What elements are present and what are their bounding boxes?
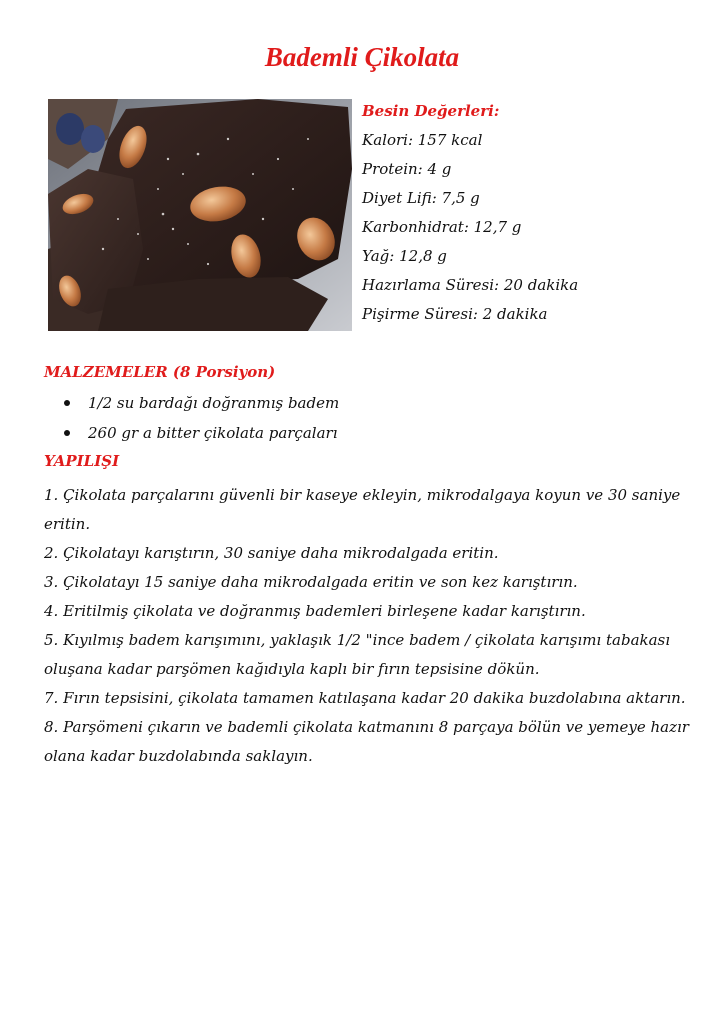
- instruction-step: 7. Fırın tepsisini, çikolata tamamen katılaşana kadar 20 dakika buzdolabına aktarın.: [44, 689, 686, 707]
- ingredient-item: [44, 392, 684, 422]
- ingredient-text: 1/2 su bardağı doğranmış badem: [88, 394, 340, 412]
- nutrition-protein: Protein: 4 g: [362, 160, 452, 178]
- nutrition-fiber: Diyet Lifi: 7,5 g: [362, 189, 480, 207]
- bullet-icon: [64, 400, 70, 406]
- instruction-step: 1. Çikolata parçalarını güvenli bir kaseye ekleyin, mikrodalgaya koyun ve 30 saniye eritin.: [44, 486, 681, 533]
- nutrition-heading: Besin Değerleri:: [362, 102, 500, 120]
- chocolate-almond-bark-photo: [48, 99, 352, 331]
- instructions-heading: YAPILIŞI: [44, 452, 120, 470]
- instruction-step: 5. Kıyılmış badem karışımını, yaklaşık 1/2 "ince badem / çikolata karışımı tabakası oluşana kadar parşömen kağıdıyla kaplı bir fırın tepsisine dökün.: [44, 631, 671, 678]
- recipe-title: Bademli Çikolata: [264, 42, 460, 72]
- nutrition-facts: [362, 100, 702, 332]
- instruction-step: 4. Eritilmiş çikolata ve doğranmış bademleri birleşene kadar karıştırın.: [44, 602, 586, 620]
- bullet-icon: [64, 430, 70, 436]
- instruction-step: 2. Çikolatayı karıştırın, 30 saniye daha mikrodalgada eritin.: [44, 544, 499, 562]
- ingredient-text: 260 gr a bitter çikolata parçaları: [88, 424, 338, 442]
- ingredients-heading: MALZEMELER (8 Porsiyon): [44, 363, 276, 381]
- prep-time: Hazırlama Süresi: 20 dakika: [362, 276, 579, 294]
- instructions-steps: [44, 481, 689, 771]
- nutrition-carbs: Karbonhidrat: 12,7 g: [362, 218, 522, 236]
- cook-time: Pişirme Süresi: 2 dakika: [362, 305, 548, 323]
- ingredients-list: [44, 392, 684, 452]
- nutrition-fat: Yağ: 12,8 g: [362, 247, 447, 265]
- nutrition-calories: Kalori: 157 kcal: [362, 131, 483, 149]
- instruction-step: 8. Parşömeni çıkarın ve bademli çikolata katmanını 8 parçaya bölün ve yemeye hazır olana kadar buzdolabında saklayın.: [44, 718, 689, 765]
- instruction-step: 3. Çikolatayı 15 saniye daha mikrodalgada eritin ve son kez karıştırın.: [44, 573, 578, 591]
- ingredient-item: [44, 422, 684, 452]
